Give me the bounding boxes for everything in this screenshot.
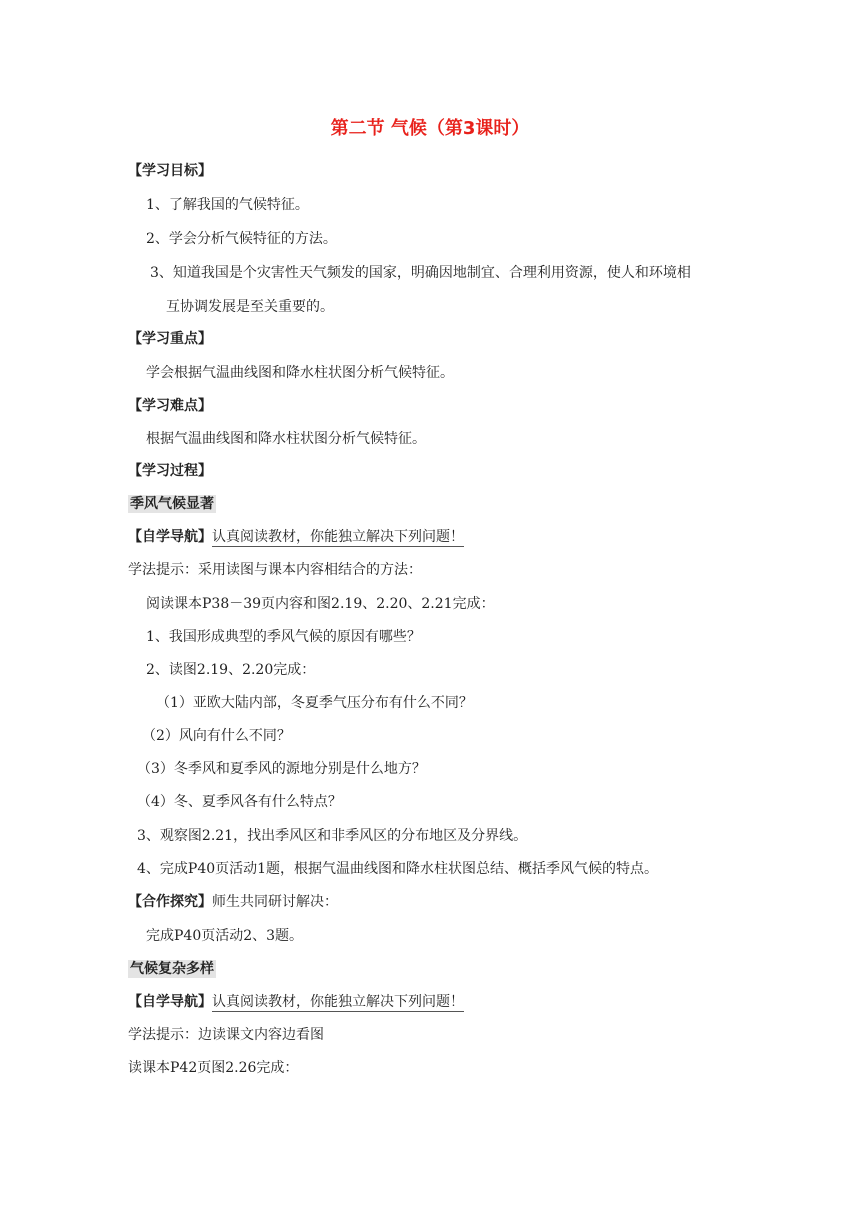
page-title: 第二节 气候（第3课时） (330, 118, 530, 139)
key-points-text: 学会根据气温曲线图和降水柱状图分析气候特征。 (146, 365, 454, 381)
process-heading: 【学习过程】 (128, 463, 212, 479)
objectives-heading: 【学习目标】 (128, 163, 212, 179)
section-1-question-3: 3、观察图2.21，找出季风区和非季风区的分布地区及分界线。 (137, 828, 528, 844)
section-1-title (128, 495, 216, 513)
key-points-heading: 【学习重点】 (128, 331, 212, 347)
section-2-nav-label: 【自学导航】 (128, 994, 212, 1010)
section-1-question-1: 1、我国形成典型的季风气候的原因有哪些？ (146, 629, 421, 645)
section-1-coop (128, 893, 338, 911)
section-1-question-2-4: （4）冬、夏季风各有什么特点？ (137, 794, 342, 810)
section-1-reading: 阅读课本P38－39页内容和图2.19、2.20、2.21完成： (146, 596, 495, 612)
section-1-coop-label: 【合作探究】 (128, 894, 212, 910)
section-1-question-2: 2、读图2.19、2.20完成： (146, 662, 316, 678)
difficulties-heading: 【学习难点】 (128, 398, 212, 414)
section-2-nav-text: 认真阅读教材，你能独立解决下列问题！ (212, 994, 464, 1010)
difficulties-text: 根据气温曲线图和降水柱状图分析气候特征。 (146, 431, 426, 447)
section-1-coop-task: 完成P40页活动2、3题。 (146, 928, 304, 944)
section-1-nav-text: 认真阅读教材，你能独立解决下列问题！ (212, 529, 464, 545)
section-2-title (128, 960, 216, 978)
objective-item-3-line-1: 3、知道我国是个灾害性天气频发的国家，明确因地制宜、合理利用资源，使人和环境相 (150, 265, 691, 281)
section-2-nav (128, 993, 464, 1011)
section-1-question-2-2: （2）风向有什么不同？ (142, 728, 291, 744)
section-1-question-2-1: （1）亚欧大陆内部，冬夏季气压分布有什么不同？ (156, 695, 473, 711)
section-2-reading: 读课本P42页图2.26完成： (128, 1060, 299, 1076)
section-1-method-tip: 学法提示：采用读图与课本内容相结合的方法： (128, 562, 422, 578)
section-2-title-text: 气候复杂多样 (130, 961, 214, 977)
objective-item-3-line-2: 互协调发展是至关重要的。 (166, 299, 334, 315)
objective-item-2: 2、学会分析气候特征的方法。 (146, 231, 337, 247)
section-1-nav-label: 【自学导航】 (128, 529, 212, 545)
section-1-coop-text: 师生共同研讨解决： (212, 894, 338, 910)
section-1-title-text: 季风气候显著 (130, 496, 214, 512)
objective-item-1: 1、了解我国的气候特征。 (146, 197, 309, 213)
section-1-nav (128, 528, 464, 546)
section-1-question-2-3: （3）冬季风和夏季风的源地分别是什么地方？ (137, 761, 426, 777)
section-2-method-tip: 学法提示：边读课文内容边看图 (128, 1027, 324, 1043)
section-1-question-4: 4、完成P40页活动1题，根据气温曲线图和降水柱状图总结、概括季风气候的特点。 (137, 861, 659, 877)
